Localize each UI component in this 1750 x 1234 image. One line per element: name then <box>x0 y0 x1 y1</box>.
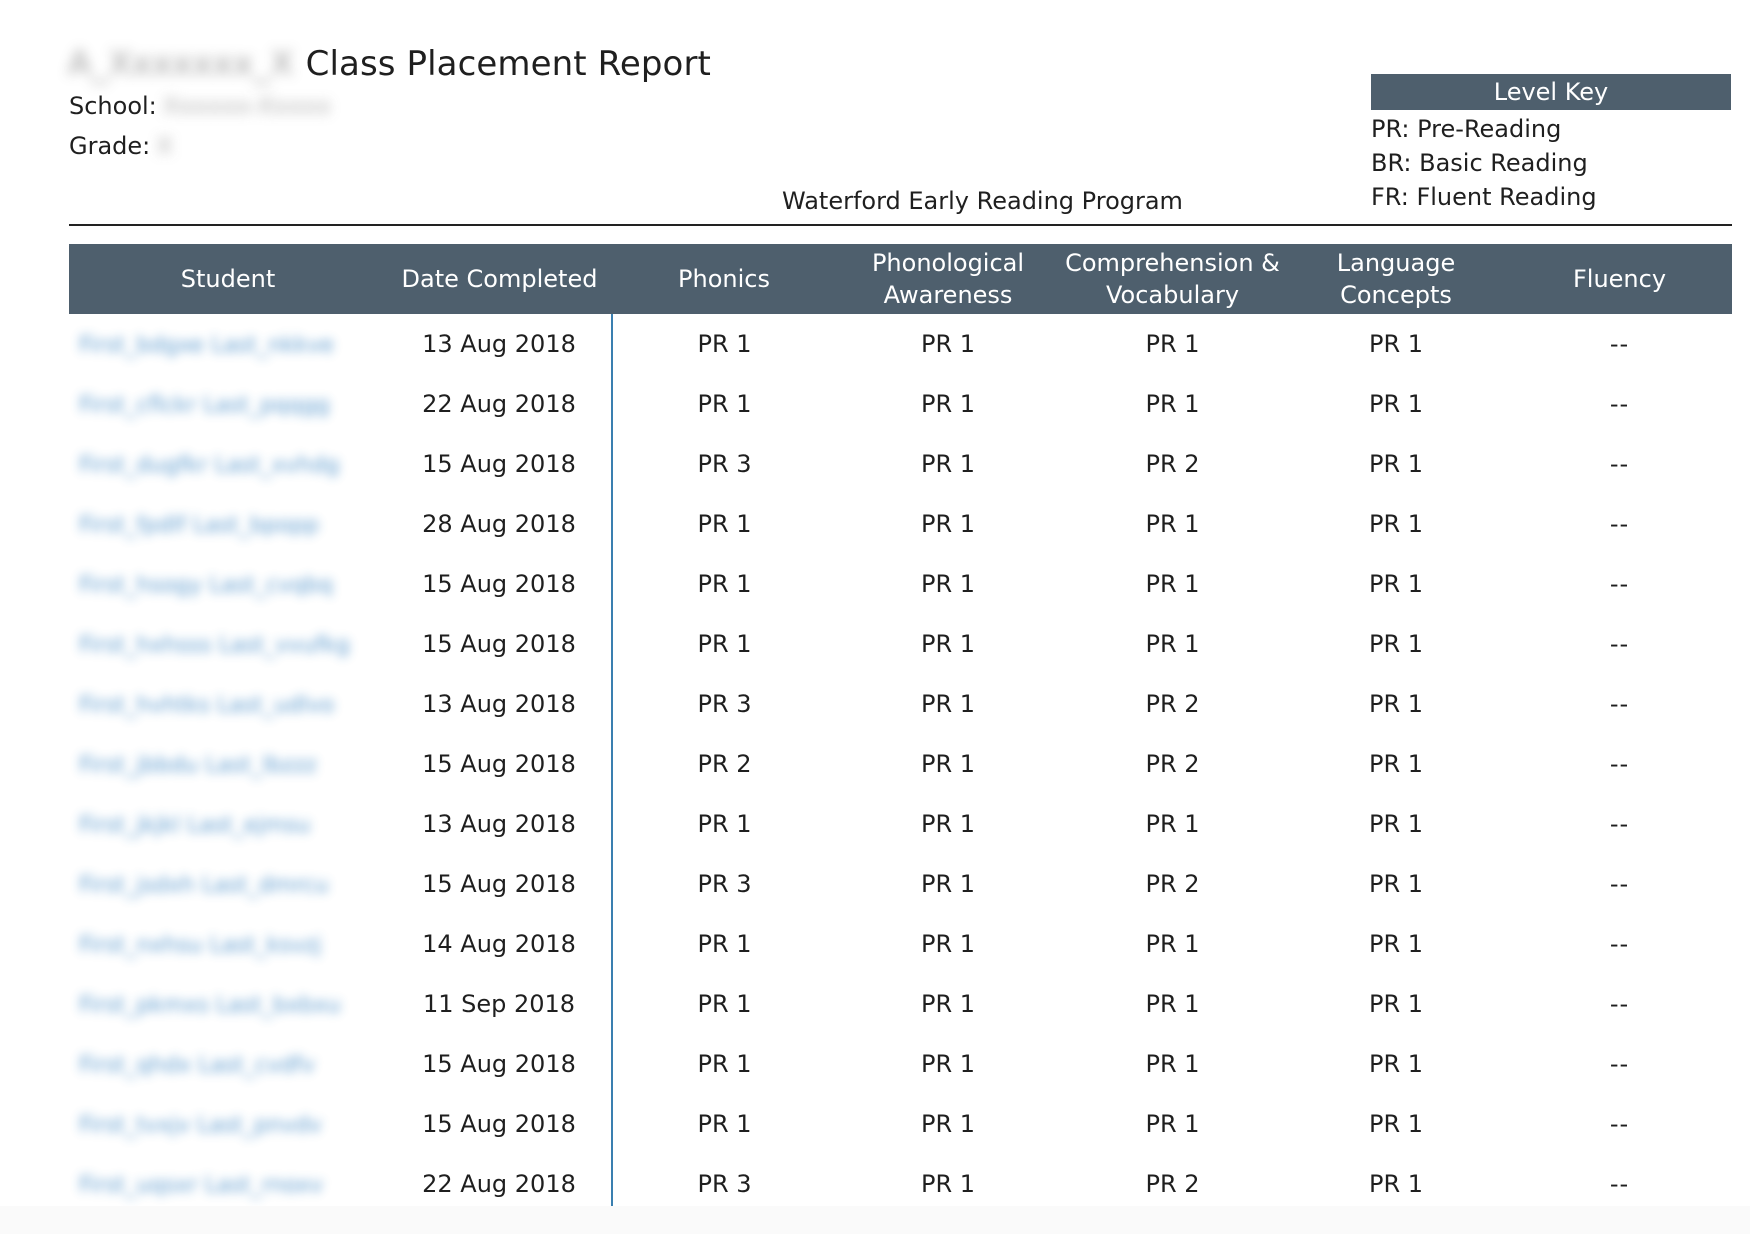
student-name-link[interactable]: First_tvxjv Last_pnvdv <box>79 1113 322 1138</box>
phonics-cell: PR 3 <box>697 1170 752 1198</box>
redacted-grade: X <box>156 132 173 160</box>
date-completed-cell: 22 Aug 2018 <box>387 374 612 434</box>
student-name-link[interactable]: First_pkmxs Last_bxbxu <box>79 993 341 1018</box>
student-cell[interactable] <box>69 314 387 374</box>
language-concepts-cell: PR 1 <box>1368 690 1424 718</box>
student-cell[interactable] <box>69 1094 387 1154</box>
date-completed-cell: 11 Sep 2018 <box>387 974 612 1034</box>
phonological-awareness-cell: PR 1 <box>920 930 976 958</box>
table-row <box>69 614 1732 674</box>
language-concepts-cell: PR 1 <box>1368 990 1424 1018</box>
comprehension-vocabulary-cell: PR 1 <box>1145 510 1200 538</box>
fluency-cell: -- <box>1609 990 1630 1018</box>
fluency-cell: -- <box>1609 690 1630 718</box>
comprehension-vocabulary-cell: PR 1 <box>1145 810 1200 838</box>
phonological-awareness-cell: PR 1 <box>920 510 976 538</box>
date-completed-cell: 13 Aug 2018 <box>387 794 612 854</box>
column-header-comprehension-vocabulary[interactable]: Comprehension & Vocabulary <box>1060 244 1285 314</box>
phonics-cell: PR 2 <box>697 750 752 778</box>
student-cell[interactable] <box>69 974 387 1034</box>
phonics-cell: PR 3 <box>697 870 752 898</box>
phonological-awareness-cell: PR 1 <box>920 870 976 898</box>
table-row <box>69 734 1732 794</box>
comprehension-vocabulary-cell: PR 2 <box>1145 870 1200 898</box>
student-name-link[interactable]: First_uqsxr Last_rnoxv <box>79 1173 323 1198</box>
phonological-awareness-cell: PR 1 <box>920 390 976 418</box>
student-cell[interactable] <box>69 614 387 674</box>
comprehension-vocabulary-cell: PR 1 <box>1145 570 1200 598</box>
student-name-link[interactable]: First_jbbdu Last_lbzzz <box>79 753 317 778</box>
phonological-awareness-cell: PR 1 <box>920 330 976 358</box>
language-concepts-cell: PR 1 <box>1368 810 1424 838</box>
level-key-title: Level Key <box>1371 74 1731 110</box>
comprehension-vocabulary-cell: PR 1 <box>1145 1050 1200 1078</box>
comprehension-vocabulary-cell: PR 2 <box>1145 750 1200 778</box>
column-header-fluency[interactable]: Fluency <box>1507 244 1732 314</box>
level-key <box>1371 74 1731 214</box>
phonics-cell: PR 1 <box>697 390 752 418</box>
table-row <box>69 794 1732 854</box>
comprehension-vocabulary-cell: PR 2 <box>1145 450 1200 478</box>
date-completed-cell: 13 Aug 2018 <box>387 674 612 734</box>
student-cell[interactable] <box>69 734 387 794</box>
student-cell[interactable] <box>69 554 387 614</box>
date-completed-cell: 15 Aug 2018 <box>387 734 612 794</box>
student-cell[interactable] <box>69 794 387 854</box>
comprehension-vocabulary-cell: PR 1 <box>1145 990 1200 1018</box>
fluency-cell: -- <box>1609 1050 1630 1078</box>
phonics-cell: PR 1 <box>697 990 752 1018</box>
phonological-awareness-cell: PR 1 <box>920 450 976 478</box>
fluency-cell: -- <box>1609 570 1630 598</box>
comprehension-vocabulary-cell: PR 1 <box>1145 1110 1200 1138</box>
column-header-language-concepts[interactable]: Language Concepts <box>1285 244 1507 314</box>
page-bottom-edge <box>0 1206 1750 1234</box>
comprehension-vocabulary-cell: PR 1 <box>1145 630 1200 658</box>
language-concepts-cell: PR 1 <box>1368 1170 1424 1198</box>
fluency-cell: -- <box>1609 750 1630 778</box>
student-name-link[interactable]: First_hxhsss Last_vvufkg <box>79 633 350 658</box>
phonics-cell: PR 1 <box>697 1050 752 1078</box>
student-name-link[interactable]: First_hvhtks Last_udlvo <box>79 693 335 718</box>
table-row <box>69 1154 1732 1214</box>
table-row <box>69 974 1732 1034</box>
table-row <box>69 854 1732 914</box>
placement-table <box>69 244 1732 1214</box>
table-row <box>69 674 1732 734</box>
phonological-awareness-cell: PR 1 <box>920 690 976 718</box>
phonological-awareness-cell: PR 1 <box>920 1050 976 1078</box>
student-cell[interactable] <box>69 494 387 554</box>
level-key-list <box>1371 110 1731 214</box>
phonics-cell: PR 1 <box>697 1110 752 1138</box>
table-row <box>69 1034 1732 1094</box>
redacted-class-name: A_Xxxxxxx_X <box>68 44 294 84</box>
date-completed-cell: 14 Aug 2018 <box>387 914 612 974</box>
comprehension-vocabulary-cell: PR 1 <box>1145 390 1200 418</box>
table-row <box>69 374 1732 434</box>
date-completed-cell: 13 Aug 2018 <box>387 314 612 374</box>
date-completed-cell: 15 Aug 2018 <box>387 554 612 614</box>
phonics-cell: PR 1 <box>697 810 752 838</box>
student-name-link[interactable]: First_bdgxe Last_nkkve <box>79 333 334 358</box>
language-concepts-cell: PR 1 <box>1368 570 1424 598</box>
fluency-cell: -- <box>1609 1170 1630 1198</box>
fluency-cell: -- <box>1609 390 1630 418</box>
phonological-awareness-cell: PR 1 <box>920 570 976 598</box>
language-concepts-cell: PR 1 <box>1368 390 1424 418</box>
language-concepts-cell: PR 1 <box>1368 510 1424 538</box>
student-name-link[interactable]: First_jsdxh Last_dmrcu <box>79 873 329 898</box>
table-row <box>69 554 1732 614</box>
program-name: Waterford Early Reading Program <box>782 187 1183 215</box>
date-completed-cell: 15 Aug 2018 <box>387 614 612 674</box>
phonics-cell: PR 1 <box>697 630 752 658</box>
phonological-awareness-cell: PR 1 <box>920 630 976 658</box>
language-concepts-cell: PR 1 <box>1368 1050 1424 1078</box>
table-header-row <box>69 244 1732 314</box>
level-key-item: PR: Pre-Reading <box>1371 115 1562 143</box>
student-cell[interactable] <box>69 1034 387 1094</box>
language-concepts-cell: PR 1 <box>1368 630 1424 658</box>
phonics-cell: PR 1 <box>697 570 752 598</box>
school-line <box>69 92 343 120</box>
student-cell[interactable] <box>69 1154 387 1214</box>
language-concepts-cell: PR 1 <box>1368 1110 1424 1138</box>
phonics-cell: PR 1 <box>697 330 752 358</box>
student-name-link[interactable]: First_dugfkr Last_xvhdg <box>79 453 340 478</box>
report-title-text: Class Placement Report <box>305 44 711 84</box>
student-name-link[interactable]: First_hsogy Last_cvqbq <box>79 573 333 598</box>
table-row <box>69 914 1732 974</box>
student-cell[interactable] <box>69 674 387 734</box>
student-name-link[interactable]: First_jkjkl Last_ejmsu <box>79 813 311 838</box>
fluency-cell: -- <box>1609 330 1630 358</box>
fluency-cell: -- <box>1609 810 1630 838</box>
phonological-awareness-cell: PR 1 <box>920 1170 976 1198</box>
phonics-cell: PR 1 <box>697 930 752 958</box>
date-completed-cell: 15 Aug 2018 <box>387 1034 612 1094</box>
column-header-student[interactable]: Student <box>69 244 387 314</box>
level-key-item: FR: Fluent Reading <box>1371 183 1597 211</box>
language-concepts-cell: PR 1 <box>1368 930 1424 958</box>
table-row <box>69 494 1732 554</box>
fluency-cell: -- <box>1609 630 1630 658</box>
student-cell[interactable] <box>69 914 387 974</box>
phonological-awareness-cell: PR 1 <box>920 810 976 838</box>
comprehension-vocabulary-cell: PR 1 <box>1145 330 1200 358</box>
student-name-link[interactable]: First_nxhsu Last_ksvzj <box>79 933 322 958</box>
school-label: School: <box>69 92 157 120</box>
column-header-phonics[interactable]: Phonics <box>612 244 836 314</box>
table-row <box>69 314 1732 374</box>
date-completed-cell: 22 Aug 2018 <box>387 1154 612 1214</box>
date-completed-cell: 15 Aug 2018 <box>387 434 612 494</box>
grade-line <box>69 132 185 160</box>
language-concepts-cell: PR 1 <box>1368 450 1424 478</box>
column-header-phonological-awareness[interactable]: Phonological Awareness <box>836 244 1060 314</box>
language-concepts-cell: PR 1 <box>1368 330 1424 358</box>
date-completed-cell: 15 Aug 2018 <box>387 854 612 914</box>
fluency-cell: -- <box>1609 510 1630 538</box>
phonological-awareness-cell: PR 1 <box>920 750 976 778</box>
redacted-school-name: Xxxxxx-Xxxxx <box>162 92 331 120</box>
table-row <box>69 434 1732 494</box>
phonological-awareness-cell: PR 1 <box>920 1110 976 1138</box>
student-cell[interactable] <box>69 374 387 434</box>
language-concepts-cell: PR 1 <box>1368 750 1424 778</box>
header-divider <box>69 224 1732 226</box>
fluency-cell: -- <box>1609 1110 1630 1138</box>
date-completed-cell: 15 Aug 2018 <box>387 1094 612 1154</box>
fluency-cell: -- <box>1609 930 1630 958</box>
phonics-cell: PR 1 <box>697 510 752 538</box>
comprehension-vocabulary-cell: PR 2 <box>1145 1170 1200 1198</box>
student-cell[interactable] <box>69 434 387 494</box>
date-completed-cell: 28 Aug 2018 <box>387 494 612 554</box>
student-cell[interactable] <box>69 854 387 914</box>
phonics-cell: PR 3 <box>697 450 752 478</box>
student-name-link[interactable]: First_fpdlf Last_bpopp <box>79 513 319 538</box>
phonics-cell: PR 3 <box>697 690 752 718</box>
table-body <box>69 314 1732 1214</box>
student-name-link[interactable]: First_qhdx Last_cvdfv <box>79 1053 315 1078</box>
student-name-link[interactable]: First_cflckr Last_pqqgg <box>79 393 330 418</box>
comprehension-vocabulary-cell: PR 1 <box>1145 930 1200 958</box>
column-header-date-completed[interactable]: Date Completed <box>387 244 612 314</box>
level-key-item: BR: Basic Reading <box>1371 149 1588 177</box>
phonological-awareness-cell: PR 1 <box>920 990 976 1018</box>
fluency-cell: -- <box>1609 450 1630 478</box>
comprehension-vocabulary-cell: PR 2 <box>1145 690 1200 718</box>
report-title <box>68 44 711 84</box>
grade-label: Grade: <box>69 132 151 160</box>
language-concepts-cell: PR 1 <box>1368 870 1424 898</box>
fluency-cell: -- <box>1609 870 1630 898</box>
table-row <box>69 1094 1732 1154</box>
